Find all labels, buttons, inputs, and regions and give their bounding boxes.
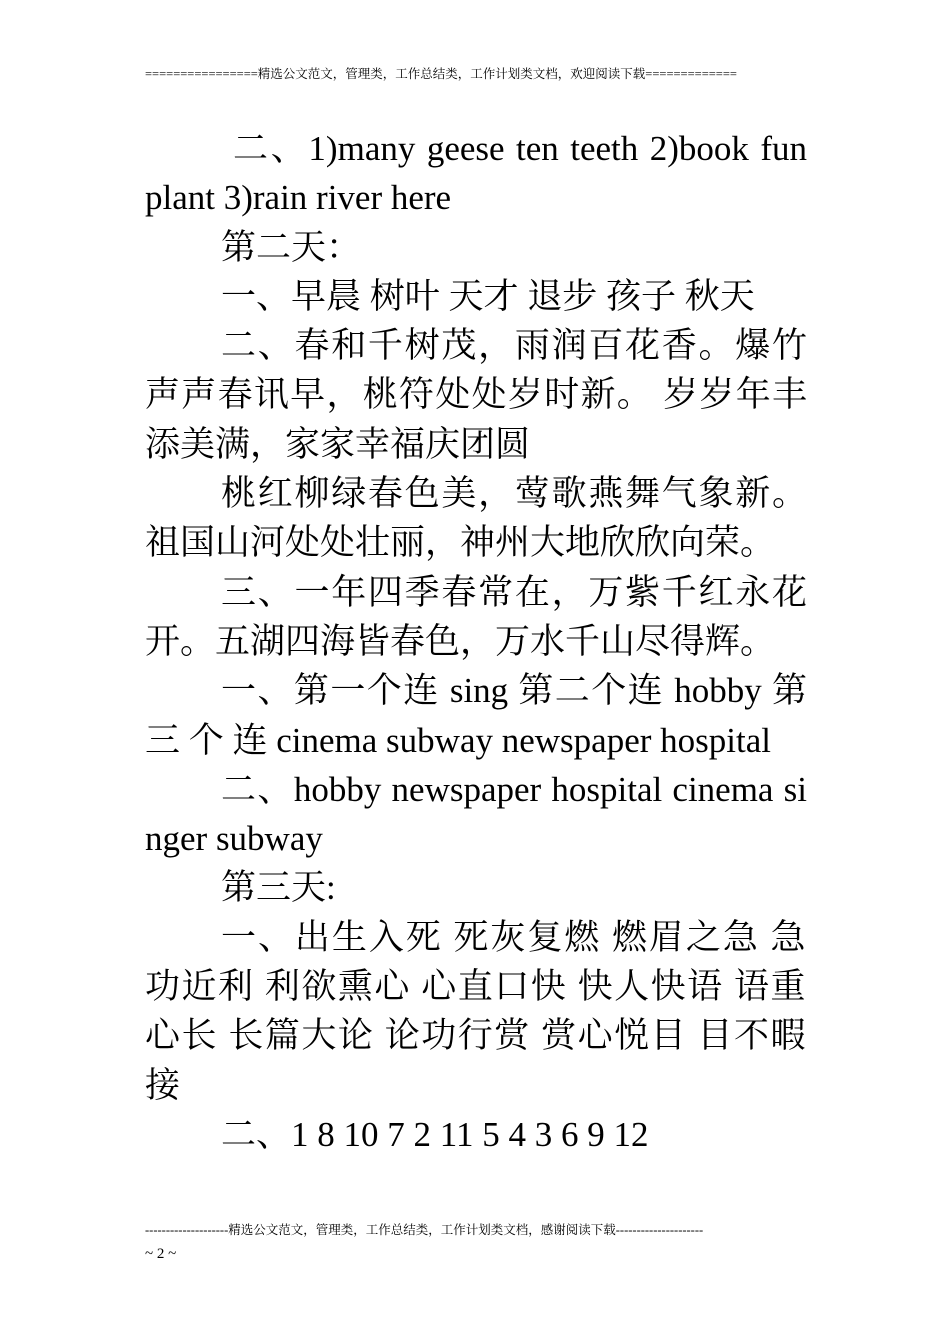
footer-banner: --------------------精选公文范文，管理类，工作总结类，工作计划类文档，感谢阅读下载--------------------- [145, 1223, 704, 1237]
answer-paragraph: 一、早晨 树叶 天才 退步 孩子 秋天 [221, 276, 755, 316]
day-heading: 第三天: [221, 868, 336, 908]
header-banner: ================精选公文范文，管理类，工作总结类，工作计划类文档，欢迎阅读下载============= [145, 67, 737, 81]
answer-paragraph: 一、第一个连 sing 第二个连 hobby 第 三 个 连 cinema subway newspaper hospital [145, 671, 807, 760]
answer-paragraph: 桃红柳绿春色美，莺歌燕舞气象新。祖国山河处处壮丽，神州大地欣欣向荣。 [145, 474, 807, 563]
answer-paragraph: 三、一年四季春常在，万紫千红永花开。五湖四海皆春色，万水千山尽得辉。 [145, 572, 807, 661]
answer-paragraph: 二、1 8 10 7 2 11 5 4 3 6 9 12 [221, 1114, 649, 1154]
answer-paragraph: 一、出生入死 死灰复燃 燃眉之急 急功近利 利欲熏心 心直口快 快人快语 语重心长 长篇大论 论功行赏 赏心悦目 目不暇接 [145, 917, 807, 1105]
answer-paragraph: 二、hobby newspaper hospital cinema singer subway [145, 769, 807, 859]
page-number: ~ 2 ~ [145, 1246, 177, 1262]
answer-paragraph: 二、1)many geese ten teeth 2)book fun plant 3)rain river here [145, 129, 807, 218]
document-body [145, 124, 807, 1159]
day-heading: 第二天： [221, 227, 362, 267]
answer-paragraph: 二、春和千树茂，雨润百花香。爆竹声声春讯早，桃符处处岁时新。 岁岁年丰添美满，家家幸福庆团圆 [145, 326, 807, 464]
